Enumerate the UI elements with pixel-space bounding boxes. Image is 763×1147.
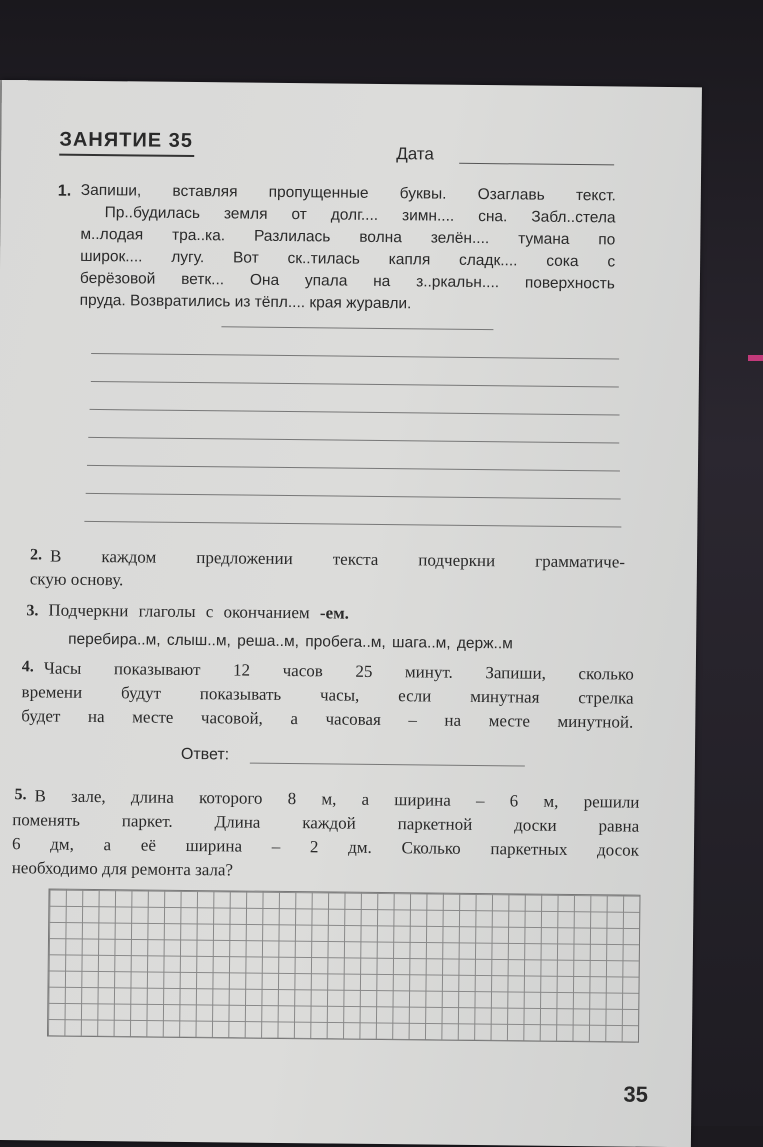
- task5-line: В зале, длина которого 8 м, а ширина – 6 м, решили: [34, 786, 640, 812]
- writing-line: [91, 381, 619, 388]
- passage-line: Пр..будилась земля от долг.... зимн.... сна. Забл..стела: [104, 204, 616, 227]
- task2-line: В каждом предложении текста подчеркни грамматиче-: [49, 546, 626, 572]
- writing-line: [88, 437, 619, 444]
- passage-line: широк.... лугу. Вот ск..тилась капля сладк.... сока с: [80, 247, 616, 271]
- lesson-title: ЗАНЯТИЕ 35: [59, 128, 194, 153]
- writing-line: [84, 521, 621, 528]
- task2-line: скую основу.: [29, 569, 124, 590]
- task4-number: 4.: [21, 658, 34, 676]
- date-label: Дата: [396, 144, 435, 164]
- task3-number: 3.: [26, 602, 39, 620]
- writing-line: [91, 353, 619, 360]
- date-field-line: [459, 163, 614, 166]
- task5-text: [11, 784, 640, 886]
- passage-line: берёзовой ветк... Она упала на з..ркальн.... поверхность: [79, 269, 615, 293]
- task1-number: 1.: [57, 182, 72, 200]
- task3-instruction-text: Подчеркни глаголы с окончанием: [48, 600, 310, 623]
- task1-instruction: Запиши, вставляя пропущенные буквы. Озаглавь текст.: [80, 181, 616, 205]
- task2-number: 2.: [29, 546, 43, 564]
- passage-line: пруда. Возвратились из тёпл.... края журавли.: [79, 291, 412, 313]
- answer-line: [250, 763, 525, 767]
- task5-number: 5.: [14, 786, 27, 804]
- title-underline: [59, 154, 194, 157]
- task1-passage: [80, 202, 616, 318]
- task4-line: времени будут показывать часы, если минутная стрелка: [21, 682, 634, 708]
- task3-instruction: [48, 601, 478, 626]
- graph-paper-grid: [47, 889, 641, 1043]
- task5-line: 6 дм, а её ширина – 2 дм. Сколько паркетных досок: [11, 834, 640, 860]
- task2-text: [29, 545, 626, 597]
- passage-line: м..лодая тра..ка. Разлилась волна зелён.... тумана по: [80, 225, 616, 249]
- task3-ending: -ем.: [319, 603, 350, 623]
- task4-line: Часы показывают 12 часов 25 минут. Запиши, сколько: [43, 658, 634, 684]
- writing-line: [87, 465, 620, 472]
- writing-line: [90, 409, 620, 416]
- title-writing-line: [221, 326, 493, 330]
- workbook-page: [0, 80, 702, 1147]
- task5-line: необходимо для ремонта зала?: [11, 858, 234, 880]
- bookmark-tab: [748, 355, 763, 361]
- task3-words: перебира..м, слыш..м, реша..м, пробега..м, шага..м, держ..м: [68, 630, 513, 653]
- task4-line: будет на месте часовой, а часовая – на месте минутной.: [21, 706, 634, 732]
- writing-line: [86, 493, 621, 500]
- task5-line: поменять паркет. Длина каждой паркетной доски равна: [12, 810, 640, 836]
- task4-text: [21, 656, 634, 734]
- answer-label: Ответ:: [180, 745, 230, 764]
- page-number: 35: [623, 1081, 649, 1107]
